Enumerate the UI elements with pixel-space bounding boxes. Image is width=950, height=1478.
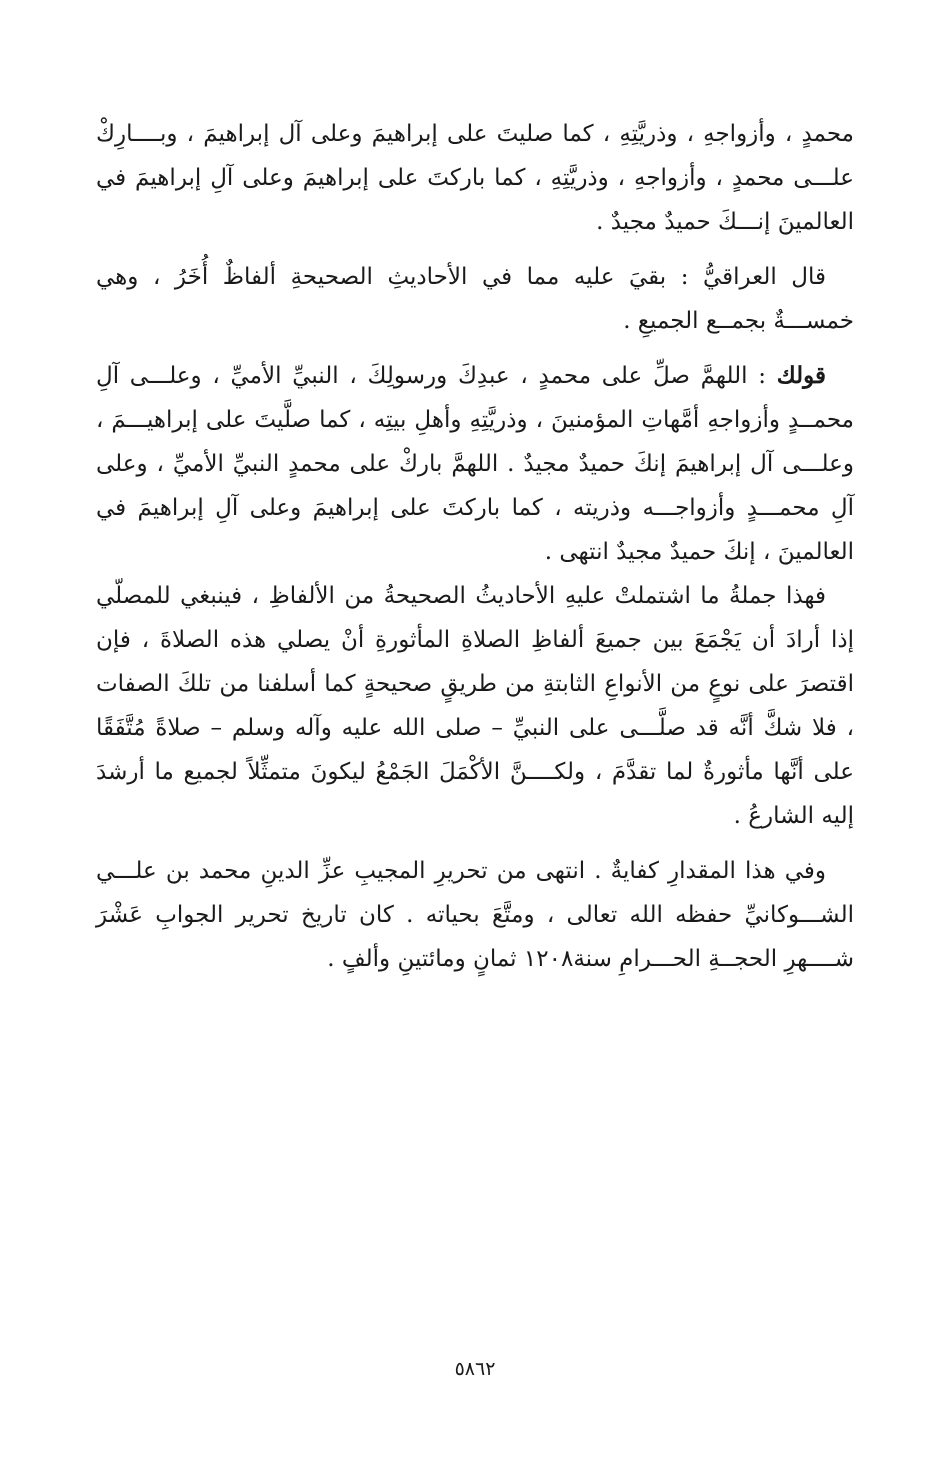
page-number: ٥٨٦٢	[454, 1358, 496, 1380]
paragraph-1	[96, 112, 854, 244]
paragraph-3-text: : اللهمَّ صلِّ على محمدٍ ، عبدِكَ ورسولِكَ ، النبيِّ الأميِّ ، وعلـــى آلِ محمــدٍ وأزواجهِ أمَّهاتِ المؤمنينَ ، وذريَّتِهِ وأهلِ بيتِه ، كما صلَّيتَ على إبراهيـــمَ ، وعلـــى آل إبراهيمَ إنكَ حميدٌ مجيدٌ . اللهمَّ باركْ على محمدٍ النبيِّ الأميِّ ، وعلى آلِ محمـــدٍ وأزواجـــه وذريته ، كما باركتَ على إبراهيمَ وعلى آلِ إبراهيمَ في العالمينَ ، إنكَ حميدٌ مجيدٌ انتهى .	[96, 363, 854, 565]
paragraph-3	[96, 354, 854, 574]
paragraph-1-text: محمدٍ ، وأزواجهِ ، وذريَّتِهِ ، كما صليتَ على إبراهيمَ وعلى آل إبراهيمَ ، وبــــارِكْ علـــى محمدٍ ، وأزواجهِ ، وذريَّتِهِ ، كما باركتَ على إبراهيمَ وعلى آلِ إبراهيمَ في العالمينَ إنـــكَ حميدٌ مجيدٌ .	[96, 121, 854, 235]
body-text	[96, 112, 854, 981]
paragraph-3-lead-word: قولك	[776, 362, 826, 389]
paragraph-2-text: قال العراقيُّ : بقيَ عليه مما في الأحاديثِ الصحيحةِ ألفاظٌ أُخَرُ ، وهي خمســـةٌ بجمــع الجميعِ .	[96, 264, 854, 334]
paragraph-2	[96, 255, 854, 343]
paragraph-5-text: وفي هذا المقدارِ كفايةٌ . انتهى من تحريرِ المجيبِ عزِّ الدينِ محمد بن علـــي الشـــوكانيِّ حفظه الله تعالى ، ومتَّعَ بحياته . كان تاريخ تحرير الجوابِ عَشْرَ شــــهرِ الحجــةِ الحـــرامِ سنة١٢٠٨ ثمانٍ ومائتينِ وألفٍ .	[96, 858, 854, 972]
paragraph-5	[96, 849, 854, 981]
paragraph-4	[96, 574, 854, 838]
paragraph-4-text: فهذا جملةُ ما اشتملتْ عليهِ الأحاديثُ الصحيحةُ من الألفاظِ ، فينبغي للمصلّي إذا أرادَ أن يَجْمَعَ بين جميعَ ألفاظِ الصلاةِ المأثورةِ أنْ يصلي هذه الصلاةَ ، فإن اقتصرَ على نوعٍ من الأنواعِ الثابتةِ من طريقٍ صحيحةٍ كما أسلفنا من تلكَ الصفات ، فلا شكَّ أنَّه قد صلَّـــى على النبيِّ – صلى الله عليه وآله وسلم – صلاةً مُتَّفَقًا على أنَّها مأثورةٌ لما تقدَّمَ ، ولكــــنَّ الأكْمَلَ الجَمْعُ ليكونَ متمثِّلاً لجميع ما أرشدَ إليه الشارعُ .	[96, 583, 854, 829]
